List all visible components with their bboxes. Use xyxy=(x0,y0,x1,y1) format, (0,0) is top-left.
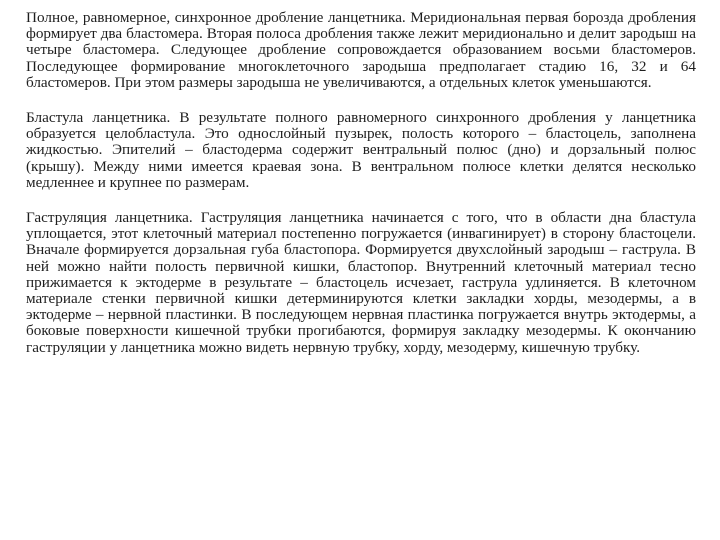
paragraph-blastula: Бластула ланцетника. В результате полного равномерного синхронного дробления у ланцетника образуется целобластула. Это однослойный пузырек, полость которого – бластоцель, заполнена жидкостью. Эпителий – бластодерма содержит вентральный полюс (дно) и дорзальный полюс (крышу). Между ними имеется краевая зона. В вентральном полюсе клетки делятся несколько медленнее и крупнее по размерам. xyxy=(26,109,696,191)
paragraph-cleavage: Полное, равномерное, синхронное дробление ланцетника. Меридиональная первая борозда дробления формирует два бластомера. Вторая полоса дробления также лежит меридионально и делит зародыш на четыре бластомера. Следующее дробление сопровождается образованием восьми бластомеров. Последующее формирование многоклеточного зародыша предполагает стадию 16, 32 и 64 бластомеров. При этом размеры зародыша не увеличиваются, а отдельных клеток уменьшаются. xyxy=(26,9,696,91)
paragraph-gastrulation: Гаструляция ланцетника. Гаструляция ланцетника начинается с того, что в области дна бластула уплощается, этот клеточный материал постепенно погружается (инвагинирует) в сторону бластоцели. Вначале формируется дорзальная губа бластопора. Формируется двухслойный зародыш – гаструла. В ней можно найти полость первичной кишки, бластопор. Внутренний клеточный материал тесно прижимается к эктодерме в результате – бластоцель исчезает, гаструла удлиняется. В клеточном материале стенки первичной кишки детерминируются клетки закладки хорды, мезодермы, а в эктодерме – нервной пластинки. В последующем нервная пластинка погружается внутрь эктодермы, а боковые поверхности кишечной трубки прогибаются, формируя закладку мезодермы. К окончанию гаструляции у ланцетника можно видеть нервную трубку, хорду, мезодерму, кишечную трубку. xyxy=(26,209,696,356)
document-body xyxy=(26,10,696,356)
